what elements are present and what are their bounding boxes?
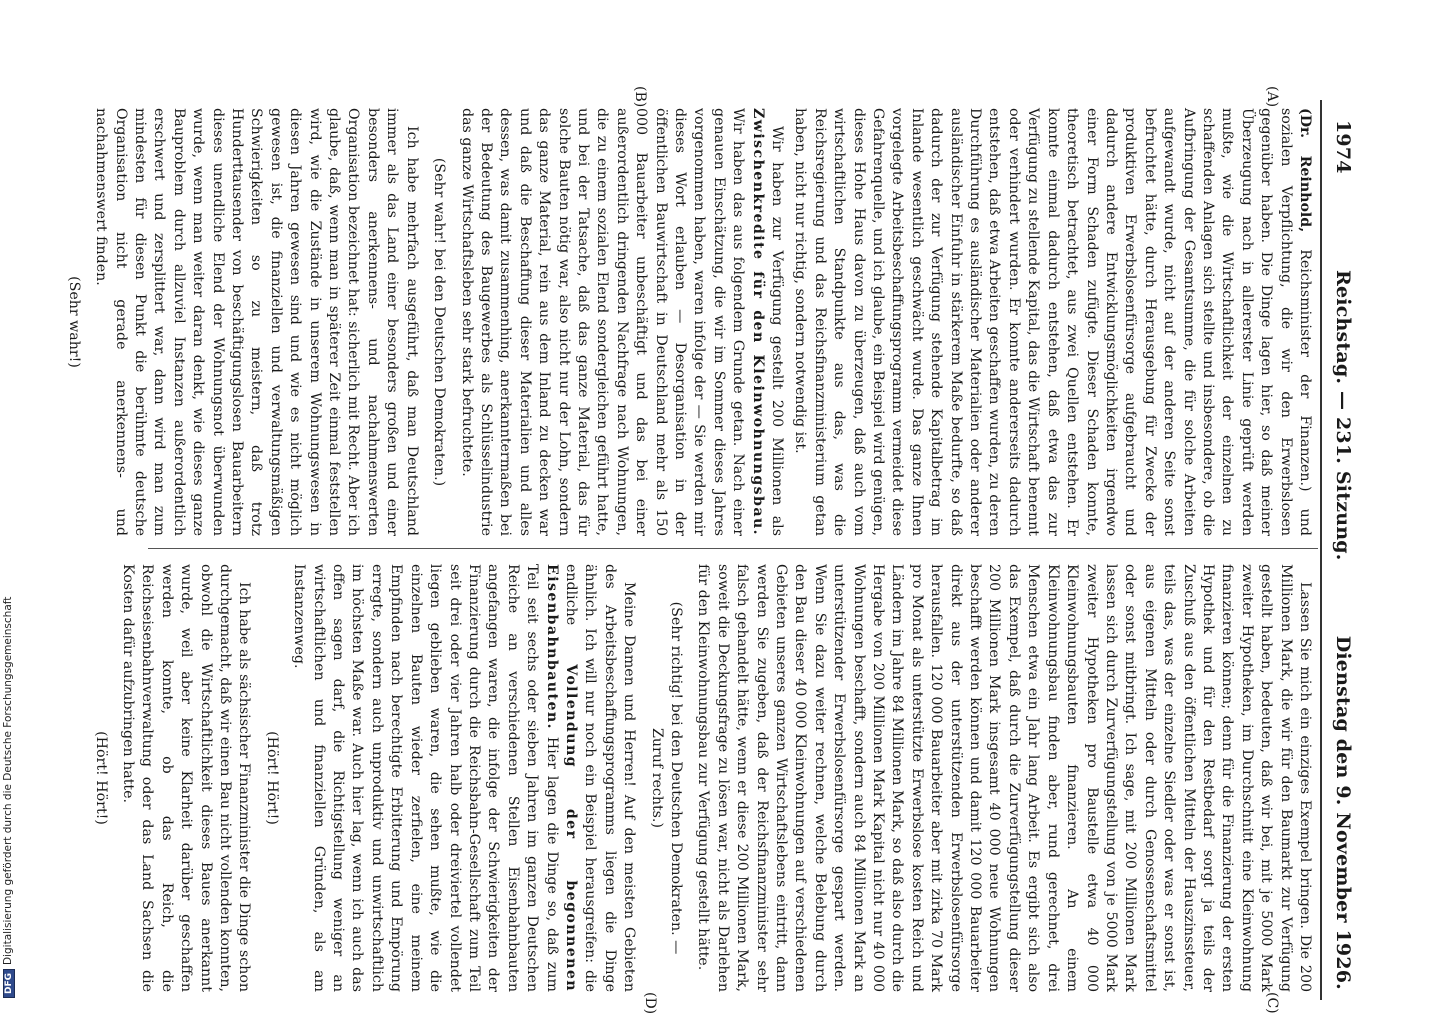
interjection: (Sehr wahr! bei den Deutschen Demokraten.) bbox=[431, 157, 448, 487]
emphasis-text: Zwischenkredite für den Kleinwohnungsbau. bbox=[749, 108, 766, 536]
paragraph: Ich habe als sächsischer Finanzminister die Dinge schon durchgemacht, daß wir einen Bau nicht vollenden konnten, obwohl die Wirtschaftlichkeit dieses Baues anerkannt wurde, weil aber keine Klarheit darüber geschaffen werden konnte, ob das Reich, die Reichseisenbahnverwaltung oder das Land Sachsen die Kosten dafür aufzubringen hatte. bbox=[120, 564, 253, 992]
paragraph-text: und sozialen Verpflichtung, die wir den Erwerbslosen gegenüber haben. Die Dinge lagen hier, so daß meiner Überzeugung nach in allererster Linie geprüft werden mußte, wie die Wirtschaftlichkeit der einzelnen zu schaffenden Anlagen sich stellte und insbesondere, ob die Aufbringung der Gesamtsumme, die für solche Arbeiten aufgewandt wurde, nicht auf der anderen Seite sonst befruchtet hätte, durch Herausgebung für Zwecke der produktiven Erwerbslosenfürsorge aufgebraucht und dadurch andere Entwicklungsmöglichkeiten irgendwo einer Form Schaden zufügte. Dieser Schaden konnte, theoretisch betrachtet, aus zwei Quellen entstehen. Er konnte einmal dadurch entstehen, daß etwa das zur Verfügung zu stellende Kapital, das die Wirtschaft benennt oder verhindert wurden. Er konnte andererseits dadurch entstehen, daß etwa Arbeiten geschaffen wurden, zu deren Durchführung es ausländischer Materialien oder anderer ausländischer Einfuhr in stärkerem Maße bedurfte, so daß dadurch der zur Verfügung stehende Kapitalbetrag im Inlande wesentlich geschwächt wurde. Das ganze Ihnen vorgelegte Arbeitsbeschaffungsprogramm vermeidet diese Gefahrenquelle, und ich glaube, ein Beispiel wird genügen, dieses Hohe Haus davon zu überzeugen, daß auch vom wirtschaftlichen Standpunkte aus das, was die Reichsregierung und das Reichsfinanzministerium getan haben, nicht nur richtig, sondern notwendig ist. bbox=[792, 108, 1313, 536]
emphasis-text: Vollendung der begonnenen Eisenbahnbauten. bbox=[543, 564, 579, 992]
margin-marker-b: (B) bbox=[632, 86, 648, 108]
interjection: Zuruf rechts.) bbox=[648, 728, 665, 828]
margin-marker-c: (C) bbox=[1264, 992, 1280, 1014]
page-number: 1974 bbox=[1332, 120, 1354, 174]
paragraph: Lassen Sie mich ein einziges Exempel bringen. Die 200 Millionen Mark, die wir für den Baumarkt zur Verfügung gestellt haben, bedeuten, daß wir bei, mit je 5000 Mark zweiter Hypotheken, im Durchschnitt eine Kleinwohnung finanzieren können; denn für die Finanzierung der ersten Hypothek und für den Restbedarf sorgt ja teils der Zuschuß aus den öffentlichen Mitteln der Hauszinssteuer, teils das, was der einzelne Siedler oder was er sonst ist, aus eigenen Mitteln oder durch Genossenschaftsmittel oder sonst mitbringt. Ich sage, mit 200 Millionen Mark lassen sich durch Zurverfügungstellung von je 5000 Mark zweiter Hypotheken pro Baustelle etwa 40 000 Kleinwohnungsbauten finanzieren. An einem Kleinwohnungsbau finden aber, rund gerechnet, drei Menschen etwa ein Jahr lang Arbeit. Es ergibt sich also das Exempel, daß durch die Zurverfügungstellung dieser 200 Millionen Mark insgesamt 40 000 neue Wohnungen beschafft werden können und damit 120 000 Bauarbeiter direkt aus der unterstützenden Erwerbslosenfürsorge herausfallen. 120 000 Bauarbeiter aber mit zirka 70 Mark pro Monat als unterstützte Erwerbslose kosten Reich und Ländern im Jahre 84 Millionen Mark, so daß also durch die Hergabe von 200 Millionen Mark Kapital nicht nur 40 000 Wohnungen beschafft, sondern auch 84 Millionen Mark an unterstützender Erwerbslosenfürsorge gespart werden. Wenn Sie dazu weiter rechnen, welche Belebung durch den Bau dieser 40 000 Kleinwohnungen auf verschiedenen Gebieten unseres ganzen Wirtschaftslebens eintritt, dann werden Sie zugeben, daß der Reichsfinanzminister sehr falsch gehandelt hätte, wenn er diese 200 Millionen Mark, soweit die Deckungsfrage zu lösen war, nicht als Darlehen für den Kleinwohnungsbau zur Verfügung gestellt hätte. bbox=[695, 564, 1313, 992]
session-title: Reichstag. — 231. Sitzung. bbox=[1332, 270, 1354, 561]
margin-marker-a: (A) bbox=[1264, 86, 1280, 108]
left-column bbox=[55, 108, 1314, 536]
paragraph bbox=[456, 108, 786, 536]
page-header bbox=[1324, 100, 1358, 1000]
interjection: (Sehr wahr!) bbox=[65, 276, 82, 368]
funding-note: Digitalisierung gefördert durch die Deutsche Forschungsgemeinschaft bbox=[2, 596, 14, 965]
paragraph bbox=[289, 564, 638, 992]
paragraph bbox=[790, 108, 1314, 536]
margin-marker-d: (D) bbox=[642, 992, 658, 1014]
funding-footer bbox=[2, 0, 18, 998]
interjection: (Hört! Hört!) bbox=[92, 731, 109, 825]
right-column bbox=[82, 564, 1314, 992]
column-divider bbox=[148, 548, 1318, 549]
interjection: (Sehr richtig! bei den Deutschen Demokraten. — bbox=[668, 601, 684, 955]
paragraph-text: Meine Damen und Herren! Auf den meisten Gebieten des Arbeitsbeschaffungsprogramms liegen die Dinge ähnlich. Ich will nur noch ein Beispiel herausgreifen: die endliche bbox=[562, 564, 638, 992]
session-date: Dienstag den 9. November 1926. bbox=[1332, 635, 1354, 990]
document-page bbox=[65, 86, 1358, 1014]
paragraph: Ich habe mehrfach ausgeführt, daß man Deutschland immer als das Land einer besonders großen und einer besonders anerkennens- und nachahmenswerten Organisation bezeichnet hat: sicherlich mit Recht. Aber ich glaube, daß, wenn man in späterer Zeit einmal feststellen wird, wie die Zustände in unserem Wohnungswesen in diesen Jahren gewesen sind und wie es nicht möglich gewesen ist, die finanziellen und verwaltungsmäßigen Schwierigkeiten so zu meistern, daß trotz Hunderttausender von beschäftigungslosen Bauarbeitern dieses unendliche Elend der Wohnungsnot überwunden wurde, wenn man weiter daran denkt, wie dieses ganze Bauproblem durch allzuviel Instanzen außerordentlich erschwert und zersplittert war, dann wird man zum mindesten für diesen Punkt die berühmte deutsche Organisation nicht gerade anerkennens- und nachahmenswert finden. bbox=[93, 108, 420, 536]
interjection: (Hört! Hört!) bbox=[263, 731, 280, 825]
header-rule bbox=[1320, 100, 1322, 1000]
paragraph-text: Wir haben das aus folgendem Grunde getan. Nach einer genauen Einschätzung, die wir im Sommer dieses Jahres vorgenommen haben, waren infolge der — Sie werden mir dieses Wort erlauben — Desorganisation in der öffentlichen Bauwirtschaft in Deutschland mehr als 150 000 Bauarbeiter unbeschäftigt und das bei einer außerordentlich dringenden Nachfrage nach Wohnungen, die zu einem sozialen Elend sondergleichen geführt hatte, und bei der Tatsache, daß das ganze Material, das für solche Bauten nötig war, also nicht nur der Lohn, sondern das ganze Material, rein aus dem Inland zu decken war und daß die Beschaffung dieser Materialien und alles dessen, was damit zusammenhing, anerkanntermaßen bei der Bedeutung des Baugewerbes als Schlüsselindustrie das ganze Wirtschaftsleben sehr stark befruchtete. bbox=[458, 108, 747, 536]
paragraph-text: Hier lagen die Dinge so, daß zum Teil seit sechs oder sieben Jahren im ganzen Deutschen Reiche an verschiedenen Stellen Eisenbahnbauten angefangen waren, die infolge der Schwierigkeiten der Finanzierung durch die Reichsbahn-Gesellschaft zum Teil seit drei oder vier Jahren halb oder dreiviertel vollendet liegen geblieben waren, die sehen mußte, wie die einzelnen Bauten wieder zerfielen, eine meinem Empfinden nach berechtigte Erbitterung und Empörung erregte, sondern auch unproduktiv und unwirtschaftlich im höchsten Maße war. Auch hier lag, wenn ich auch das offen sagen darf, die Richtigstellung weniger an wirtschaftlichen und finanziellen Gründen, als am Instanzenweg. bbox=[291, 564, 560, 992]
paragraph-text: Wir haben zur Verfügung gestellt 200 Millionen als bbox=[769, 126, 786, 536]
speaker-name: (Dr. Reinhold, bbox=[1297, 108, 1313, 233]
dfg-logo: DFG bbox=[3, 969, 15, 998]
speaker-role: Reichsminister der Finanzen.) bbox=[1297, 249, 1313, 492]
